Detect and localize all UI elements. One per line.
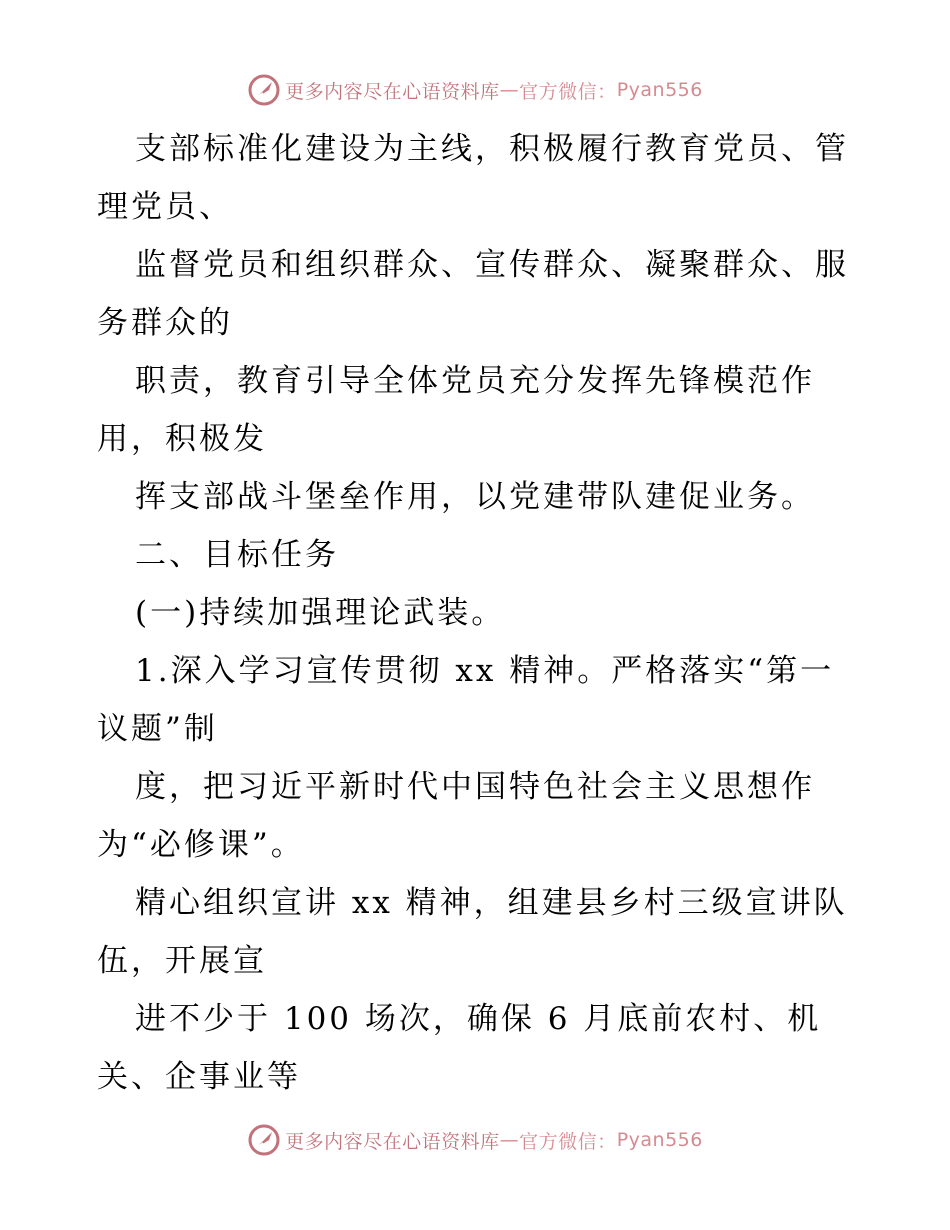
text-line: 度，把习近平新时代中国特色社会主义思想作 [135,769,815,805]
text-line: 伍，开展宣 [97,943,267,979]
watermark-dash: — [499,79,520,101]
text-line: 精心组织宣讲 xx 精神，组建县乡村三级宣讲队 [135,885,848,921]
text-line: (一)持续加强理论武装。 [135,595,506,631]
quill-logo-icon [247,1123,281,1157]
text-line: 二、目标任务 [135,537,339,573]
footer-watermark [0,1120,950,1160]
text-line: 议题”制 [97,711,218,747]
text-line: 监督党员和组织群众、宣传群众、凝聚群众、服 [135,247,849,283]
text-line: 理党员、 [97,189,233,225]
watermark-wechat-label: 官方微信： [519,1130,617,1153]
text-line: 支部标准化建设为主线，积极履行教育党员、管 [135,131,849,167]
text-line: 挥支部战斗堡垒作用，以党建带队建促业务。 [135,479,815,515]
watermark-text: 更多内容尽在心语资料库 [285,1130,500,1153]
text-line: 1.深入学习宣传贯彻 xx 精神。严格落实“第一 [135,653,835,689]
header-watermark [0,70,950,110]
text-line: 用，积极发 [97,421,267,457]
watermark-wechat-id: Pyan556 [616,79,703,101]
document-body [97,120,867,1106]
text-line: 进不少于 100 场次，确保 6 月底前农村、机 [135,1001,822,1037]
text-line: 职责，教育引导全体党员充分发挥先锋模范作 [135,363,815,399]
watermark-text: 更多内容尽在心语资料库 [285,80,500,103]
text-line: 务群众的 [97,305,233,341]
watermark-dash: — [499,1129,520,1151]
quill-logo-icon [247,73,281,107]
text-line: 关、企事业等 [97,1059,301,1095]
text-line: 为“必修课”。 [97,827,305,863]
watermark-wechat-id: Pyan556 [616,1129,703,1151]
watermark-wechat-label: 官方微信： [519,80,617,103]
